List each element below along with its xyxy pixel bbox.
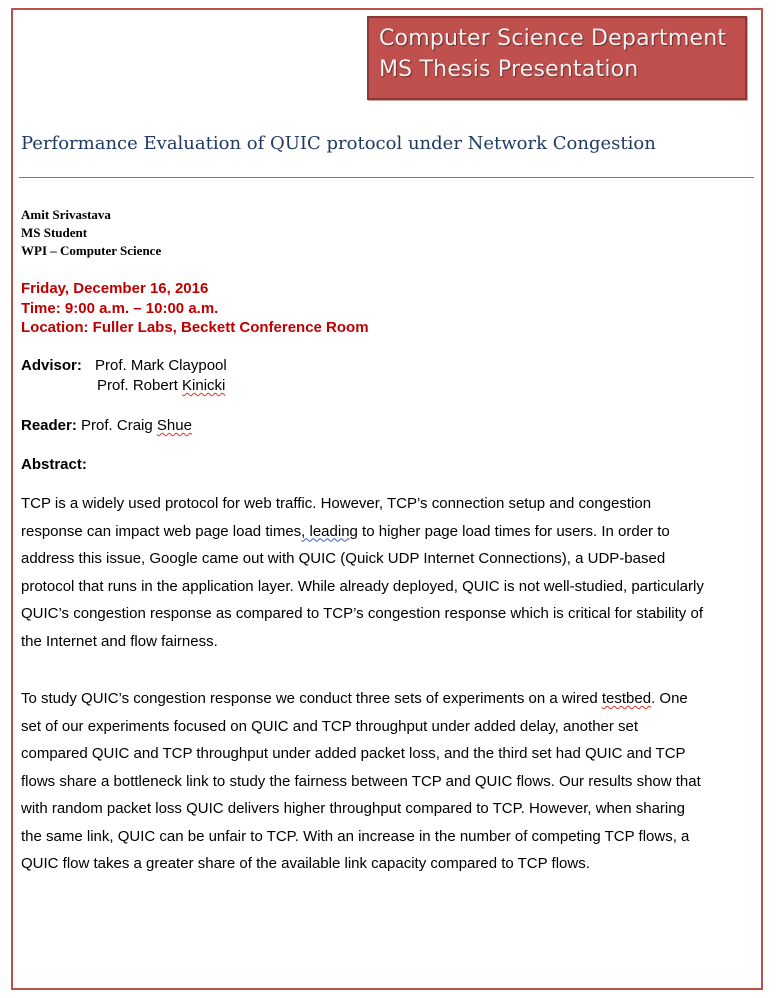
reader-name-surname: Shue (156, 417, 192, 434)
presenter-role: MS Student (21, 225, 88, 240)
advisor-row-2 (21, 376, 226, 396)
abstract-p2-line-4: flows share a bottleneck link to study the fairness between TCP and QUIC flows. Our results show that (21, 772, 701, 790)
advisor-row-1 (21, 356, 227, 376)
banner-line-department: Computer Science Department (379, 26, 727, 51)
abstract-p1-line-2-c: to higher page load times for users. In order to (357, 522, 670, 540)
abstract-p1-line-2 (21, 522, 761, 550)
reader-label: Reader: (21, 417, 77, 434)
title-divider (19, 177, 754, 178)
abstract-paragraph-2 (21, 689, 761, 882)
abstract-p2-line-3: compared QUIC and TCP throughput under added packet loss, and the third set had QUIC and TCP (21, 745, 686, 762)
reader-line (21, 416, 192, 436)
abstract-p1-line-1: TCP is a widely used protocol for web traffic. However, TCP’s connection setup and congestion (21, 495, 652, 512)
advisor-name-2-surname: Kinicki (182, 377, 226, 394)
abstract-p2-line-6: the same link, QUIC can be unfair to TCP. With an increase in the number of competing TCP flows, a (21, 827, 690, 845)
abstract-p2-line-7: QUIC flow takes a greater share of the available link capacity compared to TCP flows. (21, 855, 590, 872)
presenter-name: Amit Srivastava (21, 207, 111, 222)
advisor-name-2-prefix: Prof. Robert (97, 377, 183, 394)
abstract-p1-line-4: protocol that runs in the application layer. While already deployed, QUIC is not well-studied, particularly (21, 577, 704, 595)
advisor-label: Advisor: (21, 357, 82, 374)
abstract-heading: Abstract: (21, 456, 87, 473)
schedule-block (21, 279, 369, 338)
advisor-name-1: Prof. Mark Claypool (95, 357, 227, 374)
presenter-block (21, 206, 161, 260)
abstract-p1-line-5: QUIC’s congestion response as compared to TCP’s congestion response which is critical for stability of (21, 605, 703, 622)
advisor-name-2 (97, 376, 225, 396)
banner-line-event: MS Thesis Presentation (379, 57, 639, 82)
presenter-affiliation: WPI – Computer Science (21, 243, 162, 258)
abstract-p1-line-3: address this issue, Google came out with QUIC (Quick UDP Internet Connections), a UDP-based (21, 550, 666, 567)
abstract-p2-line-1-c: . One (651, 690, 688, 707)
abstract-paragraph-1 (21, 494, 761, 659)
abstract-p2-line-2: set of our experiments focused on QUIC and TCP throughput under added delay, another set (21, 717, 639, 735)
event-time: Time: 9:00 a.m. – 10:00 a.m. (21, 299, 219, 317)
reader-name-prefix: Prof. Craig (81, 417, 157, 434)
event-location: Location: Fuller Labs, Beckett Conference Room (21, 319, 369, 336)
abstract-p2-line-5: with random packet loss QUIC delivers higher throughput compared to TCP. However, when sharing (21, 800, 685, 817)
department-banner (367, 16, 747, 100)
abstract-p2-line-1-b: testbed (601, 690, 652, 707)
event-date: Friday, December 16, 2016 (21, 280, 209, 297)
advisor-block (21, 356, 227, 396)
abstract-p1-line-2-a: response can impact web page load times (21, 522, 302, 540)
abstract-p2-line-1-a: To study QUIC’s congestion response we conduct three sets of experiments on a wired (21, 690, 602, 707)
abstract-p1-line-6: the Internet and flow fairness. (21, 632, 218, 650)
abstract-p1-line-2-b: , leading (301, 522, 358, 540)
document-title: Performance Evaluation of QUIC protocol under Network Congestion (21, 133, 656, 154)
abstract-p2-line-1 (21, 689, 761, 717)
